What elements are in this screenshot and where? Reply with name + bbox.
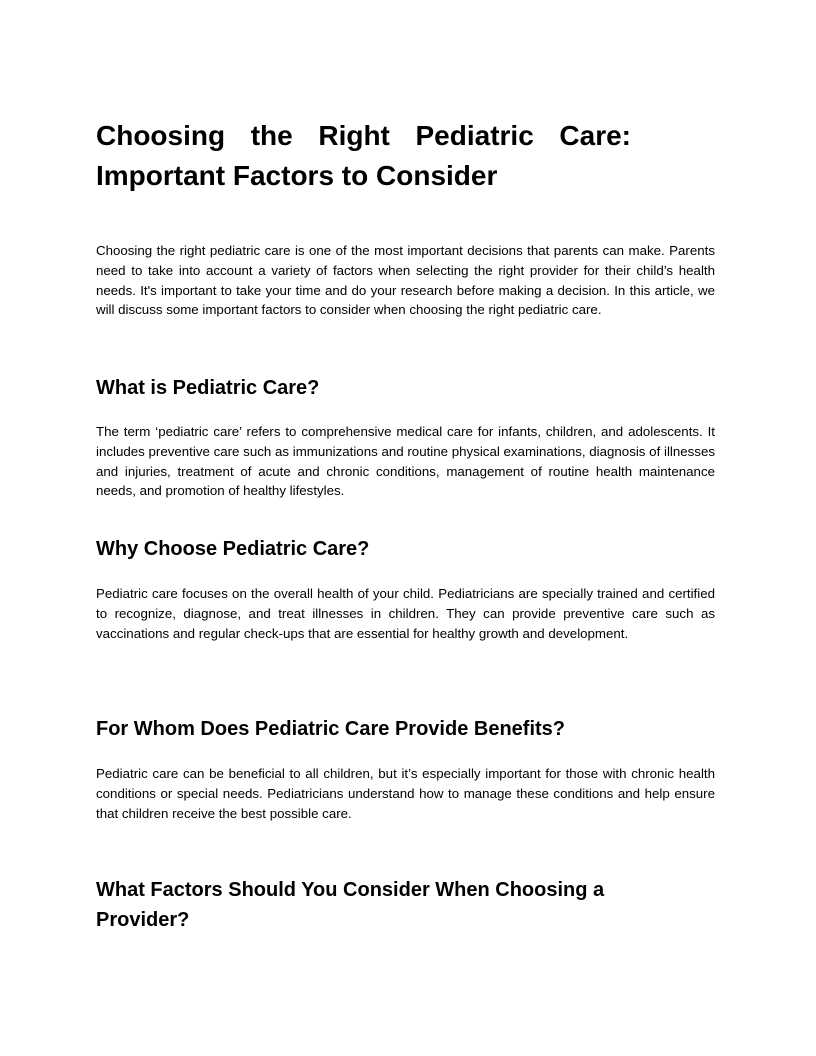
section-body-for-whom-benefits: Pediatric care can be beneficial to all children, but it’s especially important for those with chronic health conditions or special needs. Pediatricians understand how to manage these conditions and help ensure that children receive the best possible care. <box>96 766 715 821</box>
section-body-why-choose-pediatric-care: Pediatric care focuses on the overall health of your child. Pediatricians are specially trained and certified to recognize, diagnose, and treat illnesses in children. They can provide preventive care such as vaccinations and regular check-ups that are essential for healthy growth and development. <box>96 586 715 641</box>
section-heading-factors-to-consider: What Factors Should You Consider When Choosing a Provider? <box>96 879 605 931</box>
intro-paragraph: Choosing the right pediatric care is one of the most important decisions that parents can make. Parents need to take into account a variety of factors when selecting the right provider for their child’s health needs. It's important to take your time and do your research before making a decision. In this article, we will discuss some important factors to consider when choosing the right pediatric care. <box>96 243 715 318</box>
document-title: Choosing the Right Pediatric Care: Important Factors to Consider <box>96 120 631 191</box>
section-heading-why-choose-pediatric-care: Why Choose Pediatric Care? <box>96 538 370 560</box>
section-body-what-is-pediatric-care: The term ‘pediatric care’ refers to comprehensive medical care for infants, children, and adolescents. It includes preventive care such as immunizations and routine physical examinations, diagnosis of illnesses and injuries, treatment of acute and chronic conditions, management of routine health maintenance needs, and promotion of healthy lifestyles. <box>96 424 715 499</box>
section-heading-for-whom-benefits: For Whom Does Pediatric Care Provide Benefits? <box>96 718 565 740</box>
section-heading-what-is-pediatric-care: What is Pediatric Care? <box>96 377 320 399</box>
